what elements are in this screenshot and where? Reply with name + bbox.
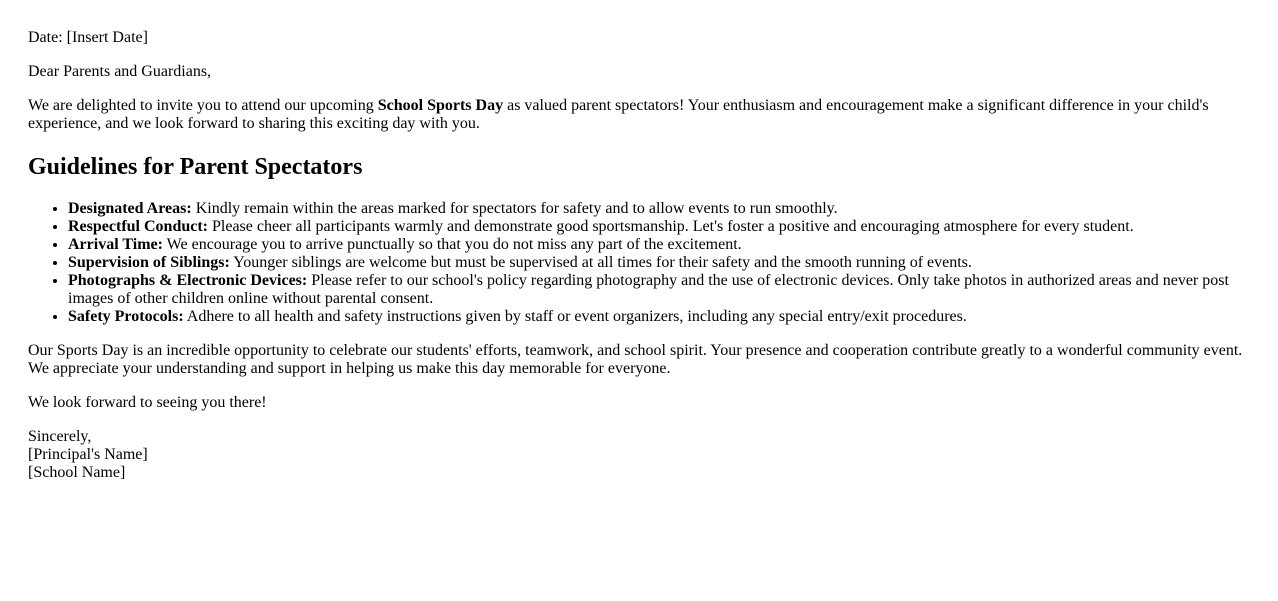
guideline-item <box>68 254 1250 272</box>
intro-paragraph <box>28 97 1250 133</box>
guideline-item <box>68 308 1250 326</box>
guideline-term: Photographs & Electronic Devices: <box>68 272 308 289</box>
greeting: Dear Parents and Guardians, <box>28 63 212 80</box>
intro-text-post: as valued parent spectators! Your enthusiasm and encouragement make a significant difference in your child's experience, and we look forward to sharing this exciting day with you. <box>28 97 1209 132</box>
date-line: Date: [Insert Date] <box>28 29 148 46</box>
guideline-text: We encourage you to arrive punctually so that you do not miss any part of the excitement. <box>162 236 742 253</box>
guideline-text: Please cheer all participants warmly and demonstrate good sportsmanship. Let's foster a positive and encouraging atmosphere for every student. <box>208 218 1134 235</box>
guideline-item <box>68 272 1250 308</box>
signature-block <box>28 428 1250 482</box>
guideline-term: Designated Areas: <box>68 200 192 217</box>
guideline-text: Adhere to all health and safety instructions given by staff or event organizers, including any special entry/exit procedures. <box>183 308 967 325</box>
guidelines-heading: Guidelines for Parent Spectators <box>28 154 363 180</box>
guideline-term: Arrival Time: <box>68 236 163 253</box>
guideline-text: Kindly remain within the areas marked for spectators for safety and to allow events to run smoothly. <box>191 200 838 217</box>
closing-paragraph: Our Sports Day is an incredible opportunity to celebrate our students' efforts, teamwork, and school spirit. Your presence and cooperation contribute greatly to a wonderful community event. We appreciate your understanding and support in helping us make this day memorable for everyone. <box>28 342 1243 377</box>
guideline-item <box>68 200 1250 218</box>
guideline-item <box>68 236 1250 254</box>
look-forward-line: We look forward to seeing you there! <box>28 394 267 411</box>
principal-name: [Principal's Name] <box>28 446 148 463</box>
school-name: [School Name] <box>28 464 126 481</box>
guideline-item <box>68 218 1250 236</box>
guideline-term: Safety Protocols: <box>68 308 184 325</box>
intro-text-pre: We are delighted to invite you to attend our upcoming <box>28 97 378 114</box>
signoff: Sincerely, <box>28 428 92 445</box>
guideline-term: Supervision of Siblings: <box>68 254 230 271</box>
guideline-text: Please refer to our school's policy regarding photography and the use of electronic devices. Only take photos in authorized areas and never post images of other children online without parental consent. <box>68 272 1229 307</box>
guideline-term: Respectful Conduct: <box>68 218 208 235</box>
guidelines-list <box>28 200 1250 326</box>
event-name: School Sports Day <box>377 97 504 114</box>
guideline-text: Younger siblings are welcome but must be supervised at all times for their safety and the smooth running of events. <box>229 254 972 271</box>
